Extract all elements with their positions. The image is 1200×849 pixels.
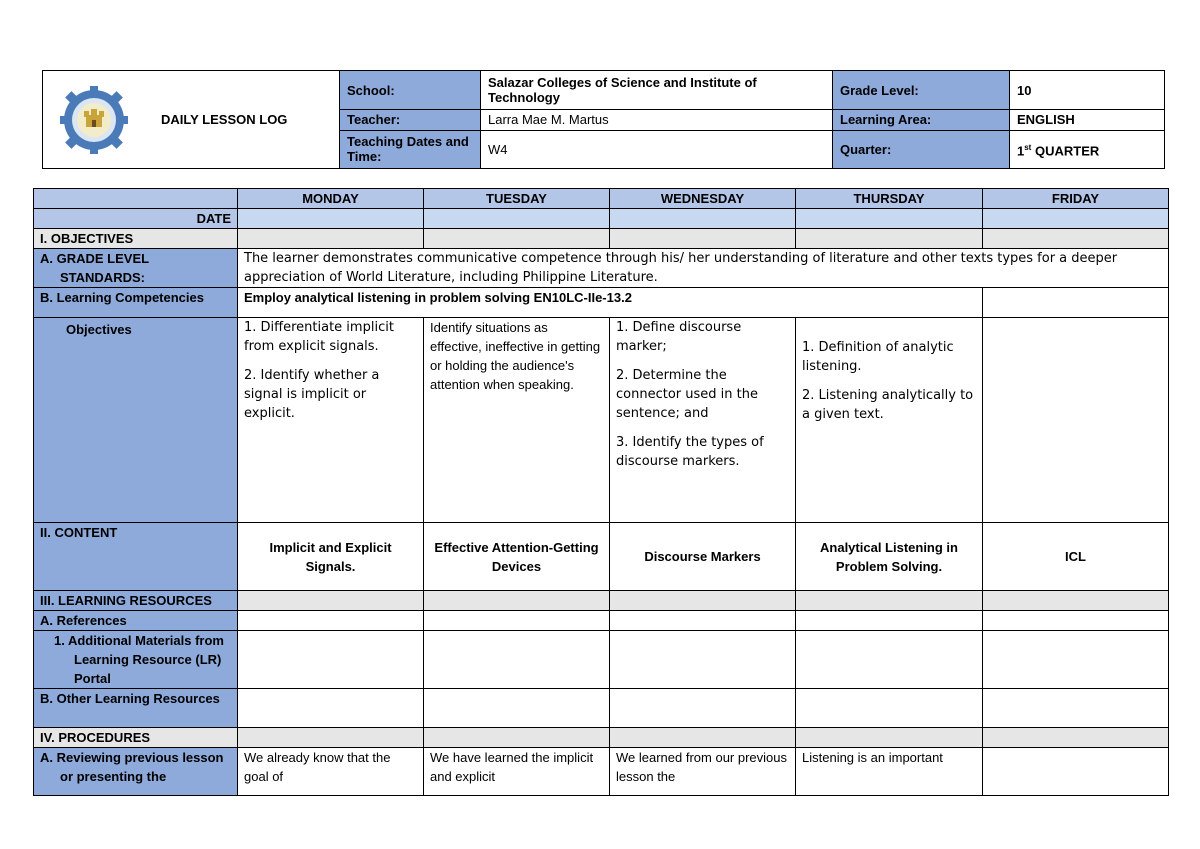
objective-item: 1. Define discourse marker; <box>616 320 742 354</box>
learning-area-label: Learning Area: <box>833 110 1010 130</box>
learning-competencies-text: Employ analytical listening in problem solving EN10LC-IIe-13.2 <box>238 288 983 318</box>
procedure-thursday: Listening is an important <box>796 748 983 796</box>
date-cell <box>796 209 983 229</box>
procedure-tuesday: We have learned the implicit and explicit <box>424 748 610 796</box>
grade-level-value: 10 <box>1010 71 1165 110</box>
other-resources-cell <box>610 689 796 728</box>
learning-area-value: ENGLISH <box>1010 110 1165 130</box>
section-cell <box>238 591 424 611</box>
procedure-friday <box>983 748 1169 796</box>
document-title: DAILY LESSON LOG <box>161 112 288 127</box>
additional-materials-cell <box>424 631 610 689</box>
day-header-tuesday: TUESDAY <box>424 189 610 209</box>
references-cell <box>983 611 1169 631</box>
school-label: School: <box>340 71 481 110</box>
section-cell <box>610 229 796 249</box>
objectives-friday <box>983 318 1169 523</box>
day-header-wednesday: WEDNESDAY <box>610 189 796 209</box>
objectives-tuesday: Identify situations as effective, ineffective in getting or holding the audience's attention when speaking. <box>424 318 610 523</box>
additional-materials-cell <box>796 631 983 689</box>
section-cell <box>796 229 983 249</box>
section-cell <box>424 591 610 611</box>
other-resources-cell <box>424 689 610 728</box>
date-cell <box>610 209 796 229</box>
logo-title-cell <box>43 71 340 169</box>
additional-materials-cell <box>238 631 424 689</box>
school-value: Salazar Colleges of Science and Institute of Technology <box>481 71 833 110</box>
content-wednesday: Discourse Markers <box>610 523 796 591</box>
section-cell <box>796 728 983 748</box>
header-table <box>42 70 1165 169</box>
section-cell <box>983 591 1169 611</box>
other-resources-cell <box>796 689 983 728</box>
content-friday: ICL <box>983 523 1169 591</box>
section-cell <box>796 591 983 611</box>
references-cell <box>238 611 424 631</box>
section-content: II. CONTENT <box>34 523 238 591</box>
section-cell <box>238 229 424 249</box>
section-cell <box>983 728 1169 748</box>
teaching-dates-value: W4 <box>481 130 833 168</box>
reviewing-lesson-label: A. Reviewing previous lesson or presenting the <box>34 748 238 796</box>
content-thursday: Analytical Listening in Problem Solving. <box>796 523 983 591</box>
quarter-label: Quarter: <box>833 130 1010 168</box>
teacher-value: Larra Mae M. Martus <box>481 110 833 130</box>
objective-item: 1. Definition of analytic listening. <box>802 340 954 374</box>
additional-materials-label: 1. Additional Materials from Learning Resource (LR) Portal <box>34 631 238 689</box>
date-label: DATE <box>34 209 238 229</box>
grade-level-standards-label: A. GRADE LEVEL STANDARDS: <box>34 249 238 288</box>
section-cell <box>238 728 424 748</box>
procedure-wednesday: We learned from our previous lesson the <box>610 748 796 796</box>
objective-item: 3. Identify the types of discourse markers. <box>616 435 764 469</box>
teaching-dates-label: Teaching Dates and Time: <box>340 130 481 168</box>
grade-level-standards-text: The learner demonstrates communicative competence through his/ her understanding of literature and other texts types for a deeper appreciation of World Literature, including Philippine Literature. <box>238 249 1169 288</box>
section-cell <box>983 229 1169 249</box>
section-cell <box>424 728 610 748</box>
objective-item: 1. Differentiate implicit from explicit signals. <box>244 320 394 354</box>
date-cell <box>424 209 610 229</box>
day-header-friday: FRIDAY <box>983 189 1169 209</box>
quarter-value: 1st QUARTER <box>1010 130 1165 168</box>
additional-materials-cell <box>983 631 1169 689</box>
other-resources-cell <box>238 689 424 728</box>
section-procedures: IV. PROCEDURES <box>34 728 238 748</box>
objective-item: 2. Determine the connector used in the sentence; and <box>616 368 758 421</box>
objectives-wednesday <box>610 318 796 523</box>
day-header-thursday: THURSDAY <box>796 189 983 209</box>
procedure-monday: We already know that the goal of <box>238 748 424 796</box>
section-cell <box>610 591 796 611</box>
objectives-monday <box>238 318 424 523</box>
objectives-label: Objectives <box>34 318 238 523</box>
competencies-friday-cell <box>983 288 1169 318</box>
date-cell <box>238 209 424 229</box>
date-cell <box>983 209 1169 229</box>
corner-cell <box>34 189 238 209</box>
section-objectives: I. OBJECTIVES <box>34 229 238 249</box>
additional-materials-cell <box>610 631 796 689</box>
other-resources-label: B. Other Learning Resources <box>34 689 238 728</box>
references-cell <box>796 611 983 631</box>
other-resources-cell <box>983 689 1169 728</box>
learning-competencies-label: B. Learning Competencies <box>34 288 238 318</box>
objective-item: 2. Identify whether a signal is implicit or explicit. <box>244 368 380 421</box>
objective-item: 2. Listening analytically to a given text. <box>802 388 974 422</box>
section-cell <box>610 728 796 748</box>
school-seal-icon <box>59 85 129 155</box>
grade-level-label: Grade Level: <box>833 71 1010 110</box>
section-cell <box>424 229 610 249</box>
teacher-label: Teacher: <box>340 110 481 130</box>
references-cell <box>610 611 796 631</box>
lesson-log-table <box>33 188 1169 796</box>
content-tuesday: Effective Attention-Getting Devices <box>424 523 610 591</box>
day-header-monday: MONDAY <box>238 189 424 209</box>
references-cell <box>424 611 610 631</box>
content-monday: Implicit and Explicit Signals. <box>238 523 424 591</box>
references-label: A. References <box>34 611 238 631</box>
objectives-thursday <box>796 318 983 523</box>
section-learning-resources: III. LEARNING RESOURCES <box>34 591 238 611</box>
